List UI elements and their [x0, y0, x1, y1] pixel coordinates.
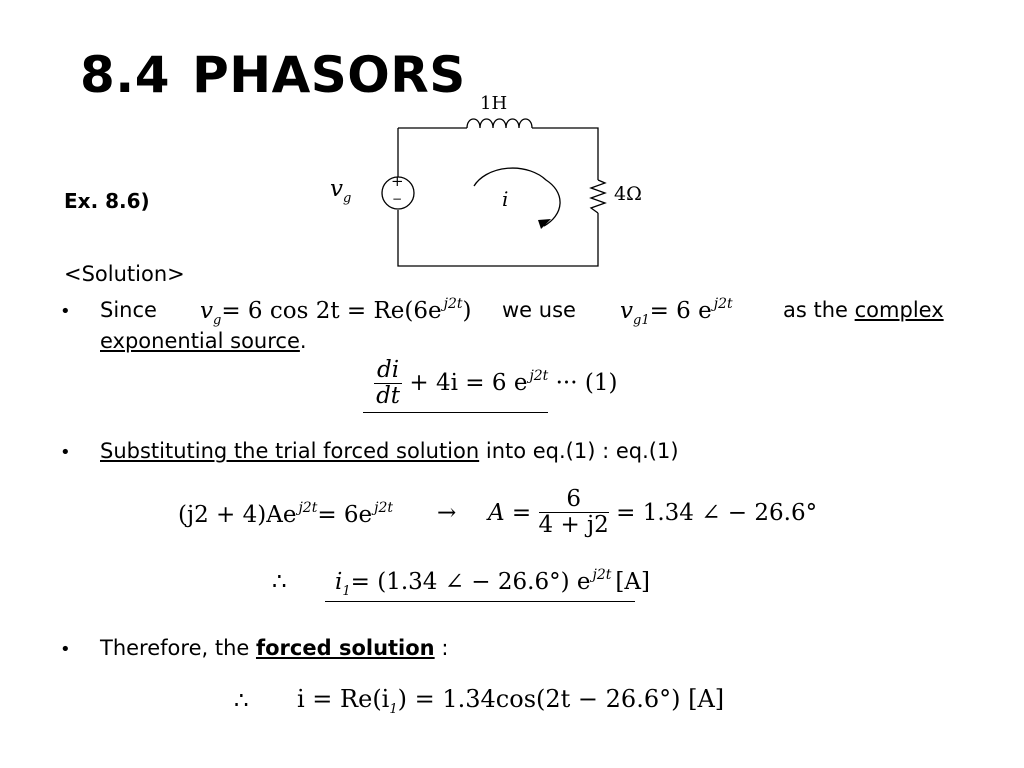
forced-solution-text: forced solution — [255, 636, 435, 660]
eq2-exp: j2t — [713, 296, 733, 312]
amplitude-fraction — [539, 487, 609, 539]
bullet-1-as-the — [783, 298, 944, 322]
source-equation — [200, 296, 471, 328]
eq5-part1: i = Re(i — [297, 685, 390, 713]
plus-sign: + — [391, 172, 404, 190]
source-subscript: g — [343, 191, 352, 206]
i1-unit: [A] — [615, 569, 650, 595]
eq5-subscript: 1 — [389, 702, 398, 717]
i1-subscript: 1 — [342, 584, 351, 599]
bullet-3-glyph: • — [60, 639, 71, 660]
exponential-source-text: exponential source — [100, 329, 300, 353]
complex-source-equation — [620, 296, 733, 328]
bullet-3-colon: : — [441, 636, 449, 660]
arrow: → — [437, 500, 457, 526]
as-the-text: as the — [783, 298, 848, 322]
eq3-rhs: = 6e — [317, 502, 373, 528]
derivative-numerator: di — [374, 358, 402, 384]
section-title: PHASORS — [192, 46, 466, 104]
period: . — [299, 329, 307, 353]
phasor-underline — [325, 601, 635, 602]
forced-solution-equation — [297, 685, 724, 717]
amplitude-denominator: 4 + j2 — [538, 512, 609, 539]
right-lower-wire — [398, 210, 598, 266]
example-label: Ex. 8.6) — [64, 189, 150, 213]
resistor-label: 4Ω — [614, 183, 642, 205]
ode-tail: ··· (1) — [555, 369, 618, 396]
source-label — [330, 176, 351, 206]
inductor-label: 1H — [480, 93, 508, 114]
bullet-1-since: Since — [100, 298, 157, 322]
eq-body: = 6 cos 2t = Re(6e — [221, 298, 442, 324]
eq-v: v — [200, 298, 213, 324]
bullet-2-rest: into eq.(1) : eq.(1) — [485, 439, 679, 463]
ode-exp: j2t — [529, 367, 549, 384]
derivative-fraction — [374, 358, 402, 410]
differential-equation — [374, 358, 617, 410]
amplitude-result: = 1.34 ∠ − 26.6° — [616, 499, 818, 526]
minus-sign: − — [392, 192, 403, 206]
eq3-rhs-exp: j2t — [374, 500, 394, 516]
i1-exp: j2t — [592, 567, 612, 583]
ode-underline — [363, 412, 548, 413]
eq2-v: v — [620, 298, 633, 324]
eq3-lhs-exp: j2t — [298, 500, 318, 516]
amplitude-equation — [488, 487, 817, 539]
i1-body: = (1.34 ∠ − 26.6°) e — [350, 569, 591, 595]
eq-close: ) — [462, 298, 472, 324]
source-symbol: v — [330, 176, 343, 202]
inductor-coil — [467, 119, 532, 128]
derivative-denominator: dt — [376, 383, 401, 410]
current-label: i — [502, 187, 509, 211]
therefore-1: ∴ — [272, 569, 287, 595]
amplitude-numerator: 6 — [539, 487, 609, 513]
rl-circuit-diagram — [320, 95, 660, 270]
top-right-wire — [532, 128, 598, 180]
bullet-2-glyph: • — [60, 442, 71, 463]
bullet-2-text — [100, 439, 679, 463]
bullet-1-line2 — [100, 329, 307, 353]
eq-exp: j2t — [443, 296, 463, 312]
phasor-current-equation — [335, 567, 650, 599]
substitution-equation — [178, 500, 393, 528]
therefore-2: ∴ — [234, 688, 249, 714]
eq2-v-sub: g1 — [633, 313, 650, 328]
eq3-lhs: (j2 + 4)Ae — [178, 502, 297, 528]
eq5-part2: ) = 1.34cos(2t − 26.6°) [A] — [397, 685, 725, 713]
eq2-body: = 6 e — [649, 298, 712, 324]
eq-v-sub: g — [213, 313, 222, 328]
bullet-1-glyph: • — [60, 301, 71, 322]
bullet-3-pre: Therefore, the — [100, 636, 250, 660]
current-loop-arc — [474, 168, 560, 226]
amplitude-a: A = — [488, 499, 532, 526]
i1-symbol: i — [335, 569, 343, 595]
resistor-zigzag — [591, 180, 605, 213]
solution-label: <Solution> — [64, 262, 185, 286]
bullet-1-we-use: we use — [502, 298, 576, 322]
ode-body: + 4i = 6 e — [409, 369, 528, 396]
complex-text: complex — [854, 298, 944, 322]
section-number: 8.4 — [80, 46, 171, 104]
current-arrow-head — [538, 219, 551, 229]
bullet-3-text — [100, 636, 448, 660]
trial-solution-text: Substituting the trial forced solution — [100, 439, 480, 463]
